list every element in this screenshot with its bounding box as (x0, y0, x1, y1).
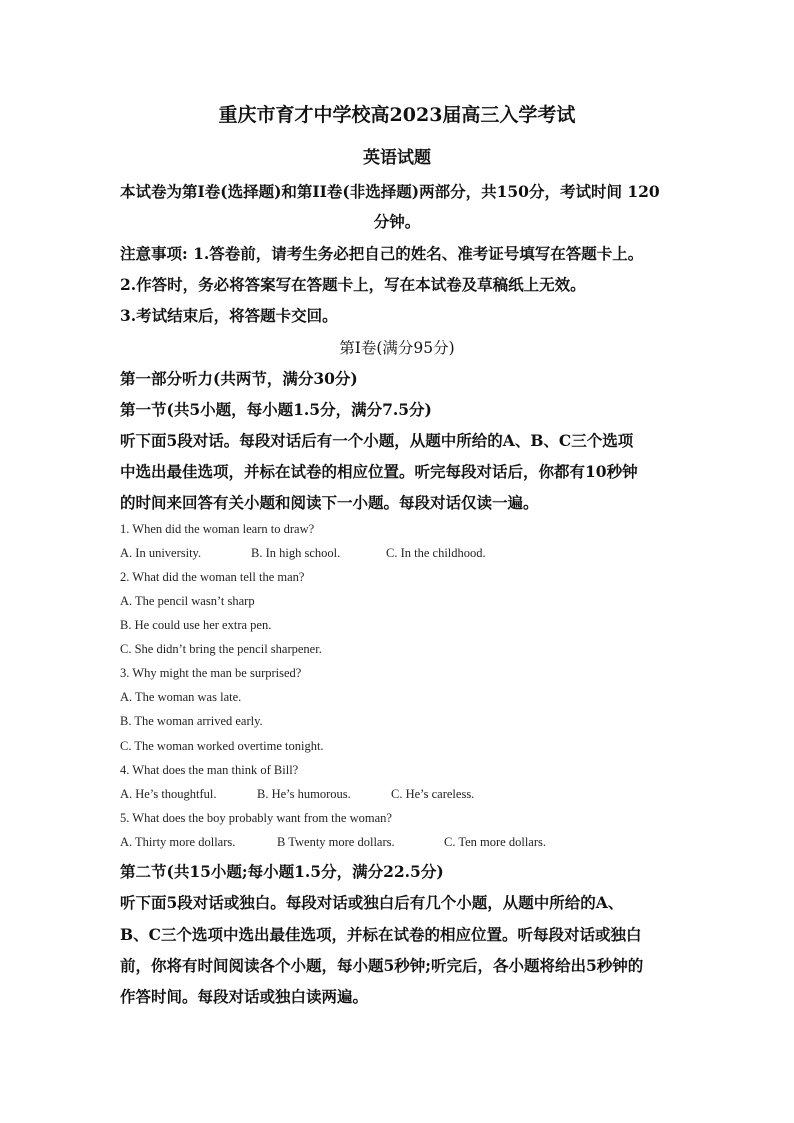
section2-instruction-1: 听下面5段对话或独白。每段对话或独白后有几个小题，从题中所给的A、 (120, 893, 624, 912)
exam-title: 重庆市育才中学校高2023届高三入学考试 (218, 104, 576, 126)
q5-option-c: C. Ten more dollars. (444, 835, 547, 849)
q1-option-a: A. In university. (120, 546, 202, 560)
q5-option-b: B Twenty more dollars. (277, 835, 395, 849)
q2-option-a: A. The pencil wasn’t sharp (120, 594, 255, 608)
section2-instruction-4: 作答时间。每段对话或独白读两遍。 (120, 987, 369, 1006)
volume-title: 第I卷(满分95分) (339, 339, 455, 357)
q4-option-c: C. He’s careless. (391, 787, 475, 801)
section2-title: 第二节(共15小题;每小题1.5分，满分22.5分) (120, 862, 444, 881)
q2-option-b: B. He could use her extra pen. (120, 618, 272, 632)
part1-title: 第一部分听力(共两节，满分30分) (120, 369, 358, 388)
note-2: 2.作答时，务必将答案写在答题卡上，写在本试卷及草稿纸上无效。 (120, 275, 586, 294)
section1-instruction-3: 的时间来回答有关小题和阅读下一小题。每段对话仅读一遍。 (120, 493, 539, 512)
section2-instruction-3: 前，你将有时间阅读各个小题，每小题5秒钟;听完后，各小题将给出5秒钟的 (120, 956, 644, 975)
question-5: 5. What does the boy probably want from the woman? (120, 811, 392, 825)
section1-instruction-1: 听下面5段对话。每段对话后有一个小题，从题中所给的A、B、C三个选项 (120, 431, 634, 450)
q3-option-c: C. The woman worked overtime tonight. (120, 739, 324, 753)
question-4: 4. What does the man think of Bill? (120, 763, 299, 777)
q4-option-b: B. He’s humorous. (257, 787, 351, 801)
q1-option-c: C. In the childhood. (386, 546, 486, 560)
q2-option-c: C. She didn’t bring the pencil sharpener. (120, 642, 322, 656)
section1-title: 第一节(共5小题，每小题1.5分，满分7.5分) (120, 400, 432, 419)
question-3: 3. Why might the man be surprised? (120, 666, 302, 680)
note-3: 3.考试结束后，将答题卡交回。 (120, 306, 338, 325)
question-2: 2. What did the woman tell the man? (120, 570, 305, 584)
intro-line-1: 本试卷为第I卷(选择题)和第II卷(非选择题)两部分，共150分，考试时间 120 (120, 182, 660, 201)
q3-option-b: B. The woman arrived early. (120, 714, 263, 728)
question-1: 1. When did the woman learn to draw? (120, 522, 315, 536)
exam-subtitle: 英语试题 (363, 148, 431, 168)
q3-option-a: A. The woman was late. (120, 690, 242, 704)
intro-line-2: 分钟。 (373, 212, 421, 231)
section2-instruction-2: B、C三个选项中选出最佳选项，并标在试卷的相应位置。听每段对话或独白 (120, 925, 642, 944)
q5-option-a: A. Thirty more dollars. (120, 835, 236, 849)
note-1: 注意事项: 1.答卷前，请考生务必把自己的姓名、准考证号填写在答题卡上。 (120, 244, 644, 263)
q4-option-a: A. He’s thoughtful. (120, 787, 217, 801)
q1-option-b: B. In high school. (251, 546, 341, 560)
section1-instruction-2: 中选出最佳选项，并标在试卷的相应位置。听完每段对话后，你都有10秒钟 (120, 462, 638, 481)
